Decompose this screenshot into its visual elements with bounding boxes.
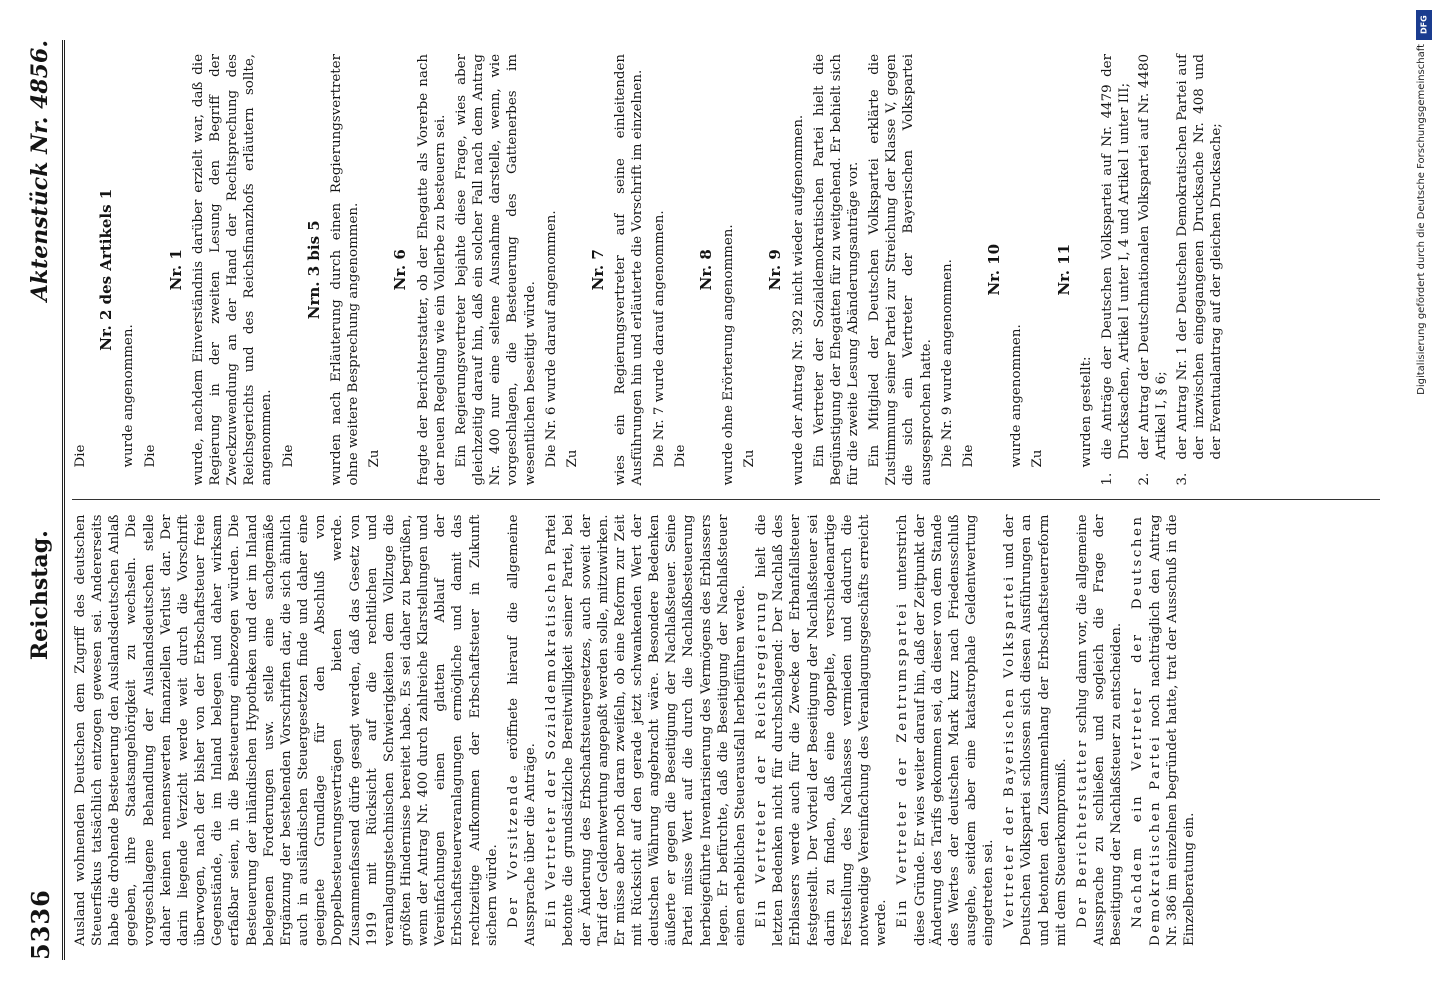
paragraph-text: hielt die letzten Bedenken nicht für durchschlagend: Der Nachlaß des Erblassers werde auch für die Zwecke der Erbanfallsteuer festgestellt. Der Vorteil der Beseitigung der Nachlaßsteuer sei darin zu finden, daß eine doppelte, verschiedenartige Feststellung des Nachlasses vermieden und dadurch die notwendige Vereinfachung des Veranlagungsgeschäfts erreicht werde. [754,514,890,946]
lead-line: wurden gestellt: [1078,356,1094,468]
left-column [72,500,1380,961]
section-heading: Nr. 6 [391,249,410,291]
paragraph [505,515,539,947]
list-item-number: 1. [1099,472,1115,486]
paragraph [328,54,362,486]
paragraph [190,54,276,486]
running-head: Reichstag. [27,530,53,661]
paragraph [894,515,997,947]
paragraph-text: unterstrich diese Gründe. Er wies weiter darauf hin, daß der Zeitpunkt der Änderung des Tarifs gekommen sei, da dieser von dem Stande des Wertes der deutschen Mark kurz nach Friedensschluß ausgehe, seitdem aber eine katastrophale Geldentwertung eingetreten sei. [895,514,997,946]
paragraph-text: noch nachträglich den Antrag Nr. 386 im einzelnen begründet hatte, trat der Ausschuß in die Einzelberatung ein. [1147,514,1197,946]
lead-line: wurde angenommen. [1009,324,1025,468]
rotated-page [0,20,1390,980]
list-item-text: die Anträge der Deutschen Volkspartei auf Nr. 4479 der Drucksachen, Artikel I unter I, 4 und Artikel I unter III; [1099,54,1133,460]
lead-line: wurde angenommen. [121,324,137,468]
paragraph [543,54,560,486]
paragraph-text: fragte der Berichterstatter, ob der Ehegatte als Vorerbe nach der neuen Regelung wie ein Vollerbe zu besteuern sei. [415,54,448,486]
paragraph-text: eröffnete hierauf die allgemeine Aussprache über die Anträge. [505,514,539,946]
list-item-number: 3. [1174,472,1190,486]
paragraph [866,54,935,486]
lead-line: Die [672,444,688,468]
paragraph-text: Partei betonte die grundsätzliche Bereitwilligkeit seiner Partei, bei der Änderung des Erbschaftsteuergesetzes, auch soweit der Tarif der Geldentwertung angepaßt werden solle, mitzuwirken. Er müsse aber noch daran zweifeln, ob eine Reform zur Zeit mit Rücksicht auf den gerade jetzt schwankenden Wert der deutschen Währung angebracht wäre. Besondere Bedenken äußerte er gegen die Beseitigung der Nachlaßsteuer. Seine Partei müsse Wert auf die durch die Nachlaßbesteuerung herbeigeführte Inventarisierung des Vermögens des Erblassers legen. Er befürchte, daß die Beseitigung der Nachlaßsteuer einen erheblichen Steuerausfall herbeiführen werde. [544,514,748,946]
paragraph [720,54,737,486]
paragraph-text: wurde der Antrag Nr. 392 nicht wieder aufgenommen. [790,114,806,486]
lead-line: Zu [742,449,758,468]
list-item [1174,54,1225,486]
paragraph [543,515,749,947]
section-heading: Nr. 10 [985,243,1004,296]
dfg-logo: DFG [1416,10,1432,40]
paragraph [453,54,539,486]
paragraph-text: Ein Mitglied der Deutschen Volkspartei erklärte die Zustimmung seiner Partei zur Streichung der Klasse V, gegen die sich ein Vertreter der Bayerischen Volkspartei ausgesprochen hatte. [867,54,934,486]
text-columns [72,40,1380,960]
paragraph [72,515,501,947]
speaker-lead: Nachdem ein Vertreter der Deutschen Demokratischen Partei [1130,514,1163,946]
section-heading: Nr. 7 [589,249,608,291]
paragraph-text: Die Nr. 9 wurde angenommen. [939,259,955,468]
paragraph [1074,515,1125,947]
speaker-lead: Ein Vertreter der Reichsregierung [754,589,770,928]
paragraph [790,54,807,486]
list-item-text: der Antrag der Deutschnationalen Volkspartei auf Nr. 4480 Artikel I, § 6; [1137,54,1170,460]
lead-line: Die [280,444,296,468]
document-number: Aktenstück Nr. 4856. [27,40,53,302]
speaker-lead: Der Vorsitzende [505,772,521,928]
lead-line: Zu [367,449,383,468]
paragraph [753,515,890,947]
page-number: 5336 [25,889,55,960]
section-heading: Nr. 9 [766,249,785,291]
list-item [1099,54,1133,486]
paragraph-text: wies ein Regierungsvertreter auf seine einleitenden Ausführungen hin und erläuterte die Vorschrift im einzelnen. [613,54,646,486]
section-heading: Nr. 11 [1054,243,1073,296]
paragraph-text: wurden nach Erläuterung durch einen Regierungsvertreter ohne weitere Besprechung angenommen. [328,54,362,486]
right-column [72,40,1380,500]
paragraph [612,54,646,486]
list-item [1136,54,1170,486]
paragraph [1129,515,1198,947]
lead-line: Die [73,444,88,468]
list-item-number: 2. [1137,472,1153,486]
speaker-lead: Vertreter der Bayerischen Volkspartei [1002,574,1018,928]
attribution-sidebar [1414,8,1434,998]
lead-line: Die [142,444,158,468]
paragraph-text: wurde, nachdem Einverständnis darüber erzielt war, daß die Regierung in der zweiten Lesung den Begriff der Zweckzuwendung an der Hand der Rechtsprechung des Reichsgerichts und des Reichsfinanzhofs erläutern sollte, angenommen. [190,54,275,486]
paragraph [811,54,862,486]
paragraph-text: wurde ohne Erörterung angenommen. [721,224,737,486]
paragraph [415,54,449,486]
speaker-lead: Ein Vertreter der Sozialdemokratischen [544,560,560,928]
paragraph-text: und der Deutschen Volkspartei schlossen sich diesen Ausführungen an und betonten den Zusammenhang der Erbschaftsteuerreform mit dem Steuerkompromiß. [1002,514,1069,946]
paragraph-text: Die Nr. 6 wurde darauf angenommen. [543,210,559,468]
page-header [18,40,65,960]
paragraph [651,54,668,486]
speaker-lead: Ein Vertreter der Zentrumspartei [895,601,911,928]
section-heading: Nr. 2 des Artikels 1 [97,188,116,351]
section-heading: Nr. 1 [166,249,185,291]
paragraph-text: Ein Regierungsvertreter bejahte diese Frage, wies aber gleichzeitig darauf hin, daß ein solcher Fall nach dem Antrag Nr. 400 nur eine seltene Ausnahme darstelle, wenn, wie vorgeschlagen, die Besteuerung des Gattenerbes im wesentlichen beseitigt würde. [453,54,538,486]
paragraph-text: Die Nr. 7 wurde darauf angenommen. [651,210,667,468]
paragraph-text: Ein Vertreter der Sozialdemokratischen Partei hielt die Begünstigung der Ehegatten für zu weitgehend. Er behielt sich für die zweite Lesung Abänderungsanträge vor. [811,54,861,486]
lead-line: Zu [564,449,580,468]
section-heading: Nr. 8 [696,249,715,291]
paragraph-text: schlug dann vor, die allgemeine Aussprache zu schließen und sogleich die Frage der Beseitigung der Nachlaßsteuer zu entscheiden. [1074,514,1125,946]
section-heading: Nrn. 3 bis 5 [304,220,323,320]
list-item-text: der Antrag Nr. 1 der Deutschen Demokratischen Partei auf der inzwischen eingegangenen Drucksache Nr. 408 und der Eventualantrag auf der gleichen Drucksache; [1174,54,1224,460]
lead-line: Die [960,444,976,468]
paragraph-text: Ausland wohnenden Deutschen dem Zugriff des deutschen Steuerfiskus tatsächlich entzogen gewesen sei. Andererseits habe die drohende Besteuerung den Auslandsdeutschen Anlaß gegeben, ihre Staatsangehörigkeit zu wechseln. Die vorgeschlagene Behandlung der Auslandsdeutschen stelle daher keinen nennenswerten finanziellen Verlust dar. Der darin liegende Verzicht werde weit durch die Vorschrift überwogen, nach der bisher von der Erbschaftsteuer freie Gegenstände, die im Inland belegen und daher wirksam erfaßbar seien, in die Besteuerung einbezogen würden. Die Besteuerung der inländischen Hypotheken und der im Inland belegenen Forderungen usw. stelle eine sachgemäße Ergänzung der bestehenden Vorschriften dar, die sich ähnlich auch in ausländischen Steuergesetzen finde und daher eine geeignete Grundlage für den Abschluß von Doppelbesteuerungsverträgen bieten werde. Zusammenfassend dürfe gesagt werden, daß das Gesetz von 1919 mit Rücksicht auf die rechtlichen und veranlagungstechnischen Schwierigkeiten dem Vollzuge die größten Hindernisse bereitet habe. Es sei daher zu begrüßen, wenn der Antrag Nr. 400 durch zahlreiche Klarstellungen und Vereinfachungen einen glatten Ablauf der Erbschaftsteuerveranlagungen ermögliche und damit das rechtzeitige Aufkommen der Erbschaftsteuer in Zukunft sichern würde. [73,514,500,946]
paragraph [939,54,956,486]
paragraph [1001,515,1070,947]
lead-line: Zu [1030,449,1046,468]
digitization-attribution: Digitalisierung gefördert durch die Deutsche Forschungsgemeinschaft [1416,44,1427,395]
speaker-lead: Der Berichterstatter [1074,738,1090,928]
